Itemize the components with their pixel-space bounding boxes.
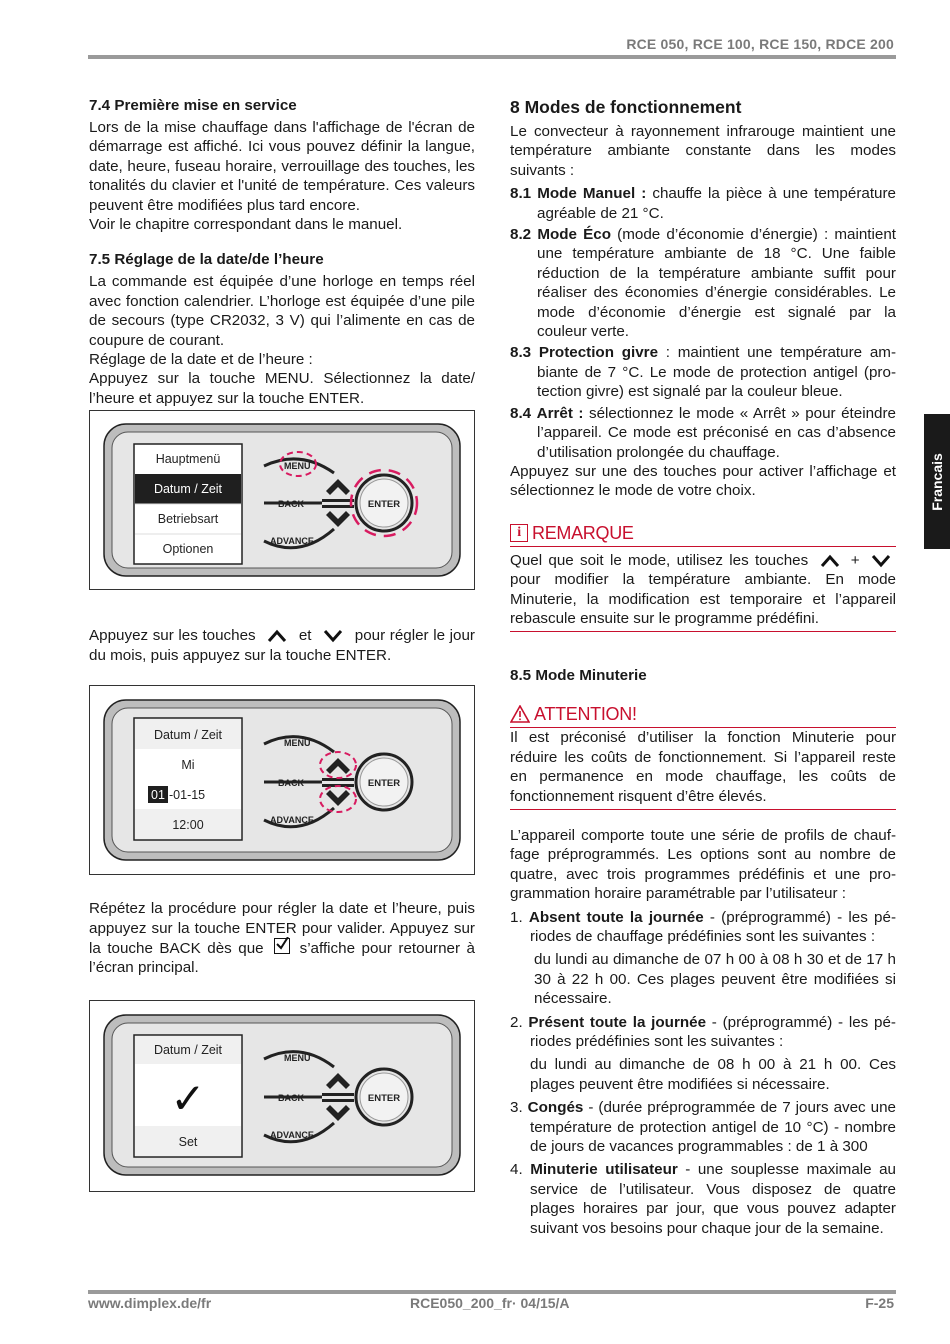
advance-button-label: ADVANCE (270, 1129, 314, 1140)
attention-heading: ATTENTION! (510, 702, 896, 728)
enter-button-label: ENTER (367, 778, 401, 790)
section-7-5-title: 7.5 Réglage de la date/de l’heure (89, 251, 324, 269)
section-7-5-instruction: Appuyez sur la touche MENU. Sélectionnez la date/ l’heure et appuyez sur la touche ENTER. (89, 370, 475, 407)
language-tab (924, 414, 950, 549)
checkmark-icon: ✓ (170, 1073, 206, 1123)
footer-page-number: F-25 (865, 1295, 894, 1311)
profile-4: 4. Minuterie utilisateur - une souplesse maximale au service de l’utilisateur. Vous disposez de quatre plages horaires par jour, que vous pouvez adapter suivant vos besoins pour chaque jour de la semaine. (510, 1161, 896, 1237)
section-7-4-reference: Voir le chapitre correspondant dans le manuel. (89, 216, 403, 234)
down-arrow-icon (322, 629, 344, 643)
advance-button-label: ADVANCE (270, 536, 314, 547)
section-8-outro: Appuyez sur une des touches pour activer l’affichage et sélectionnez le mode de votre choix. (510, 462, 896, 500)
section-8-intro: Le convecteur à rayonnement infrarouge maintient une température ambiante constante dans les modes suivants : (510, 123, 896, 179)
menu-button-label: MENU (284, 738, 311, 749)
footer-document-code: RCE050_200_fr· 04/15/A (410, 1295, 570, 1311)
profile-1-detail: du lundi au dimanche de 07 h 00 à 08 h 30 et de 17 h 30 à 22 h 00. Ces plages peuvent être modifiées si nécessaire. (534, 951, 896, 1008)
back-button-label: BACK (278, 1092, 304, 1103)
set-screen-title: Datum / Zeit (153, 1042, 223, 1057)
profiles-intro: L’appareil comporte toute une série de profils de chauffage préprogrammés. Les options sont au nombre de quatre, avec trois programmes prédéfinis et une programmation horaire paramétrable par l’utilisateur : (510, 826, 896, 903)
section-7-5-subheading: Réglage de la date et de l’heure : (89, 351, 313, 369)
adjust-day-instruction: Appuyez sur les touches et pour régler le jour du mois, puis appuyez sur la touche ENTER. (89, 627, 475, 664)
mode-8-2: 8.2 Mode Éco (mode d’économie d’énergie) : maintient une température ambiante de 18 °C. Une faible réduction de la température ambiante suffit pour réaliser des économies d’énergie considérables. Le mode d’économie d’énergie est signalé par la couleur verte. (510, 226, 896, 341)
menu-item-hauptmenu: Hauptmenü (155, 452, 221, 467)
profile-2: 2. Présent toute la journée - (préprogrammé) - les périodes prédéfinies sont les suivantes : (510, 1013, 896, 1051)
advance-button-label: ADVANCE (270, 815, 314, 826)
section-7-4-title: 7.4 Première mise en service (89, 97, 297, 114)
footer-website: www.dimplex.de/fr (88, 1295, 212, 1311)
mode-8-1: 8.1 Mode Manuel : chauffe la pièce à une température agréable de 21 °C. (510, 185, 896, 222)
control-panel-diagram-date (89, 685, 475, 875)
right-column (510, 96, 896, 1238)
warning-icon (510, 705, 530, 723)
down-arrow-icon (870, 554, 892, 568)
profile-3: 3. Congés - (durée préprogrammée de 7 jours avec une température de protection antigel de 10 °C) - nombre de jours de vacances programmables : de 1 à 300 (510, 1099, 896, 1156)
set-screen-status: Set (178, 1134, 198, 1149)
remark-body: Quel que soit le mode, utilisez les touches + pour modifier la température ambiante. En mode Minuterie, la modification est temporaire et l’appareil rebascule ensuite sur le programme prédéfini. (510, 551, 896, 633)
date-screen-date-rest: -01-15 (169, 788, 206, 803)
date-screen-day: Mi (181, 758, 195, 773)
profile-2-detail: du lundi au dimanche de 08 h 00 à 21 h 00. Ces plages peuvent être modifiées si nécessaire. (530, 1056, 896, 1093)
section-7-4-paragraph: Lors de la mise chauffage dans l'affichage de l'écran de démarrage est affiché. Ici vous pouvez définir la langue, date, heure, fuseau horaire, verrouillage des touches, les tonalités du clavier et l'unité de température. Ces valeurs peuvent être modifiées plus tard encore. (89, 119, 475, 214)
date-screen-time: 12:00 (172, 818, 204, 833)
menu-item-datum-zeit: Datum / Zeit (153, 482, 223, 497)
info-icon: i (510, 524, 528, 542)
remark-heading: i REMARQUE (510, 521, 896, 547)
language-tab-label: Francais (929, 452, 945, 511)
back-button-label: BACK (278, 778, 304, 789)
up-arrow-icon (819, 554, 841, 568)
section-8-title: 8 Modes de fonctionnement (510, 97, 742, 117)
mode-8-4: 8.4 Arrêt : sélectionnez le mode « Arrêt » pour éteindre l’appareil. Ce mode est préconisé en cas d’absence d’utilisation prolongée du chauffage. (510, 404, 896, 461)
profile-1: 1. Absent toute la journée - (préprogrammé) - les périodes de chauffage prédéfinies sont les suivantes : (510, 908, 896, 945)
menu-item-optionen: Optionen (162, 542, 214, 557)
up-arrow-icon (266, 629, 288, 643)
menu-button-label: MENU (284, 461, 311, 472)
attention-body: Il est préconisé d’utiliser la fonction Minuterie pour réduire les coûts de fonctionnement. Si l’appareil reste en permanence en mode chauffage, les coûts de fonctionnement risquent d’être élevés. (510, 728, 896, 810)
date-screen-title: Datum / Zeit (153, 728, 223, 743)
enter-button-label: ENTER (367, 1092, 401, 1104)
checkbox-checked-icon (274, 938, 290, 954)
header-rule (88, 55, 896, 59)
left-column (89, 96, 475, 1192)
date-screen-day-of-month: 01 (151, 788, 165, 803)
enter-button-label: ENTER (367, 499, 401, 511)
control-panel-diagram-menu (89, 410, 475, 590)
control-panel-diagram-set (89, 1000, 475, 1192)
header-title: RCE 050, RCE 100, RCE 150, RDCE 200 (626, 36, 894, 52)
menu-button-label: MENU (284, 1052, 311, 1063)
section-8-5-title: 8.5 Mode Minuterie (510, 667, 647, 685)
confirm-instruction: Répétez la procédure pour régler la date et l’heure, puis appuyez sur la touche ENTER pour valider. Appuyez sur la touche BACK dès que s’affiche pour retourner à l’écran principal. (89, 900, 475, 977)
menu-item-betriebsart: Betriebsart (157, 512, 219, 527)
back-button-label: BACK (278, 499, 304, 510)
mode-8-3: 8.3 Protection givre : maintient une température ambiante de 7 °C. Le mode de protection antigel (protection givre) est signalé par la couleur bleue. (510, 344, 896, 401)
section-7-5-paragraph: La commande est équipée d’une horloge en temps réel avec fonction calendrier. L’horloge est équipée d’une pile de secours (type CR2032, 3 V) qui l’alimente en cas de coupure de courant. (89, 273, 475, 349)
footer-rule (88, 1290, 896, 1294)
